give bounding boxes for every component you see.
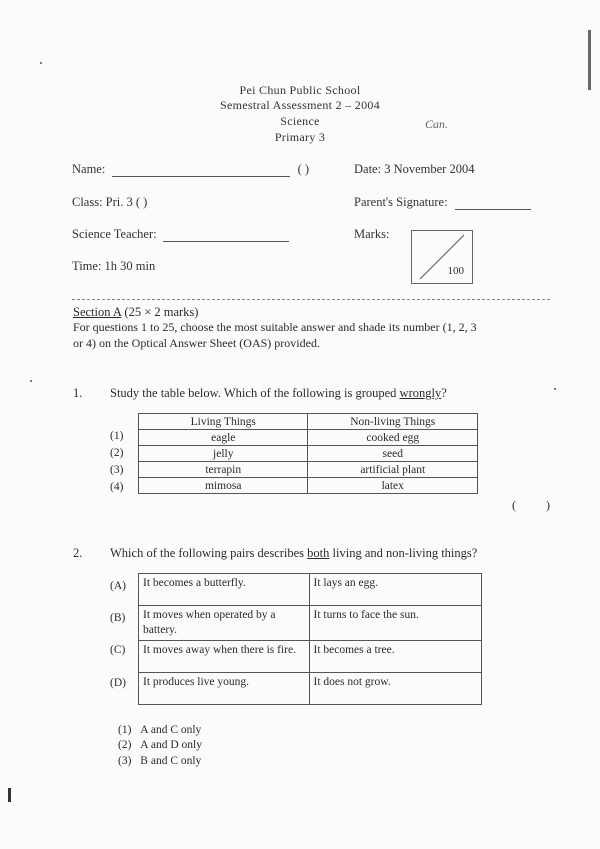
q1-nonliving-cell: seed bbox=[308, 446, 478, 462]
scan-speck bbox=[554, 388, 556, 390]
teacher-field bbox=[72, 227, 289, 242]
subject-title: Science bbox=[280, 114, 320, 128]
scan-edge-mark bbox=[588, 30, 591, 90]
q1-header-living: Living Things bbox=[139, 414, 308, 430]
name-field bbox=[72, 162, 309, 177]
q2-option-2 bbox=[118, 739, 202, 751]
handwritten-note: Can. bbox=[425, 117, 449, 131]
table-row bbox=[139, 606, 482, 641]
q1-row-label: (2) bbox=[110, 447, 124, 459]
question-1-text bbox=[110, 386, 447, 401]
q1-living-cell: jelly bbox=[139, 446, 308, 462]
table-row bbox=[139, 673, 482, 705]
q1-nonliving-cell: artificial plant bbox=[308, 462, 478, 478]
section-a-marks: (25 × 2 marks) bbox=[121, 305, 199, 319]
scan-speck bbox=[30, 380, 32, 382]
scan-speck bbox=[40, 62, 42, 64]
teacher-line bbox=[163, 241, 289, 242]
table-row bbox=[139, 430, 478, 446]
q2-right-cell: It does not grow. bbox=[309, 673, 482, 705]
table-row bbox=[139, 478, 478, 494]
option-label: (2) bbox=[118, 739, 132, 751]
q1-nonliving-cell: cooked egg bbox=[308, 430, 478, 446]
date-field: Date: 3 November 2004 bbox=[354, 162, 475, 176]
q1-nonliving-cell: latex bbox=[308, 478, 478, 494]
question-2-text-b: living and non-living things? bbox=[329, 546, 478, 560]
q2-left-cell: It moves when operated by a battery. bbox=[139, 606, 310, 641]
index-number-bracket: ( ) bbox=[297, 162, 310, 176]
section-divider bbox=[72, 299, 550, 300]
section-a-heading bbox=[73, 305, 198, 320]
q2-row-label: (D) bbox=[110, 677, 126, 689]
parent-signature-line bbox=[455, 209, 531, 210]
name-label: Name: bbox=[72, 162, 106, 176]
q2-option-3 bbox=[118, 755, 201, 767]
name-line bbox=[112, 176, 290, 177]
question-1-emphasis: wrongly bbox=[399, 386, 442, 400]
section-a-instruction-2: or 4) on the Optical Answer Sheet (OAS) provided. bbox=[73, 336, 320, 350]
q1-living-cell: terrapin bbox=[139, 462, 308, 478]
option-text: A and D only bbox=[140, 739, 202, 751]
q1-row-label: (3) bbox=[110, 464, 124, 476]
question-1-number: 1. bbox=[73, 386, 83, 400]
q2-row-label: (C) bbox=[110, 644, 126, 656]
q2-row-label: (A) bbox=[110, 580, 126, 592]
scan-edge-mark bbox=[8, 788, 11, 802]
q1-row-label: (4) bbox=[110, 481, 124, 493]
marks-label: Marks: bbox=[354, 227, 390, 241]
option-text: A and C only bbox=[140, 724, 202, 736]
q2-left-cell: It produces live young. bbox=[139, 673, 310, 705]
q1-table-header bbox=[139, 414, 478, 430]
time-field: Time: 1h 30 min bbox=[72, 259, 156, 273]
section-a-title: Section A bbox=[73, 305, 122, 319]
q2-left-cell: It moves away when there is fire. bbox=[139, 641, 310, 673]
q2-option-1 bbox=[118, 724, 201, 736]
q2-right-cell: It lays an egg. bbox=[309, 574, 482, 606]
question-2-text-a: Which of the following pairs describes bbox=[110, 546, 308, 560]
q1-living-cell: eagle bbox=[139, 430, 308, 446]
table-row bbox=[139, 574, 482, 606]
question-2-number: 2. bbox=[73, 546, 83, 560]
q2-row-label: (B) bbox=[110, 612, 126, 624]
parent-signature-label: Parent's Signature: bbox=[354, 195, 448, 209]
q1-row-label: (1) bbox=[110, 430, 124, 442]
level-title: Primary 3 bbox=[274, 130, 326, 144]
section-a-instruction-1: For questions 1 to 25, choose the most suitable answer and shade its number (1, 2, 3 bbox=[73, 320, 477, 334]
question-2-emphasis: both bbox=[307, 546, 330, 560]
assessment-title: Semestral Assessment 2 – 2004 bbox=[219, 98, 381, 112]
q1-living-cell: mimosa bbox=[139, 478, 308, 494]
q2-left-cell: It becomes a butterfly. bbox=[139, 574, 310, 606]
q2-right-cell: It turns to face the sun. bbox=[309, 606, 482, 641]
option-text: B and C only bbox=[140, 755, 202, 767]
table-row bbox=[139, 462, 478, 478]
question-2-text bbox=[110, 546, 477, 561]
q1-table bbox=[138, 413, 478, 494]
option-label: (3) bbox=[118, 755, 132, 767]
table-row bbox=[139, 641, 482, 673]
q1-answer-bracket: ( ) bbox=[512, 498, 550, 512]
option-label: (1) bbox=[118, 724, 132, 736]
question-1-text-b: ? bbox=[441, 386, 447, 400]
table-row bbox=[139, 446, 478, 462]
q1-header-nonliving: Non-living Things bbox=[308, 414, 478, 430]
school-name: Pei Chun Public School bbox=[239, 83, 361, 97]
marks-total: 100 bbox=[447, 265, 464, 277]
parent-signature-field bbox=[354, 195, 531, 210]
q2-table bbox=[138, 573, 482, 705]
class-field: Class: Pri. 3 ( ) bbox=[72, 195, 148, 209]
teacher-label: Science Teacher: bbox=[72, 227, 157, 241]
q2-right-cell: It becomes a tree. bbox=[309, 641, 482, 673]
marks-box bbox=[411, 230, 473, 284]
question-1-text-a: Study the table below. Which of the following is grouped bbox=[110, 386, 400, 400]
